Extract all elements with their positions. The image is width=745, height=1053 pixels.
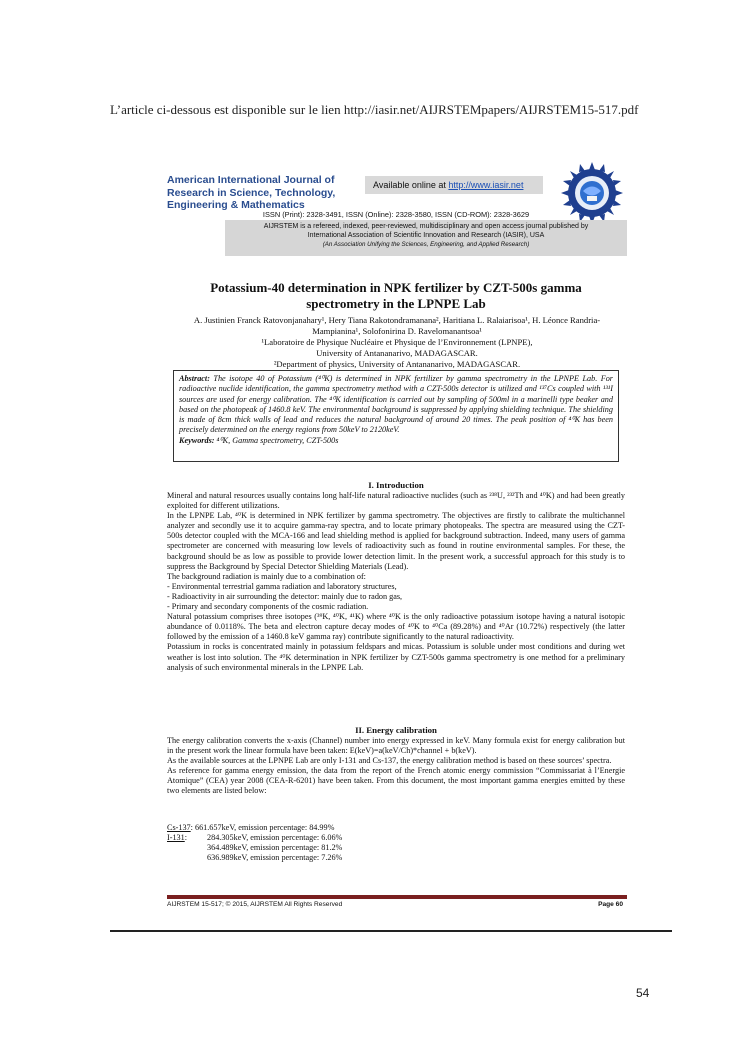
footer-page: Page 60	[598, 901, 623, 908]
journal-header	[165, 160, 627, 258]
paragraph: The energy calibration converts the x-axis (Channel) number into energy expressed in keV. Many formula exist for energy calibration but in the present work the linear formula have been taken: E(keV)=a(keV/Ch)*channel + b(keV).	[167, 736, 625, 756]
issn-line: ISSN (Print): 2328-3491, ISSN (Online): 2328-3580, ISSN (CD-ROM): 2328-3629	[262, 210, 530, 219]
section-2-heading: II. Energy calibration	[355, 725, 437, 735]
cs137-energy: : 661.657keV, emission percentage: 84.99%	[190, 823, 335, 832]
paragraph: The background radiation is mainly due to a combination of:	[167, 571, 366, 581]
affiliation-2: University of Antananarivo, MADAGASCAR.	[316, 348, 478, 358]
available-label: Available online at	[373, 180, 446, 190]
abstract-box	[173, 370, 619, 462]
i131-energy-1: 284.305keV, emission percentage: 6.06%	[207, 833, 343, 843]
keywords-label: Keywords:	[179, 435, 215, 445]
journal-name: American International Journal of Research in Science, Technology, Engineering & Mathematics	[167, 174, 336, 211]
section-1-body	[167, 491, 625, 673]
bar-line-1: AIJRSTEM is a refereed, indexed, peer-reviewed, multidisciplinary and open access journal published by	[263, 223, 589, 230]
i131-energy-3: 636.989keV, emission percentage: 7.26%	[207, 853, 343, 863]
author-block	[171, 315, 623, 370]
paragraph: As the available sources at the LPNPE Lab are only I-131 and Cs-137, the energy calibration method is based on these sources’ spectra.	[167, 756, 612, 766]
list-item: I-131: 284.305keV, emission percentage: 6.06%	[167, 833, 343, 843]
cs137-label: Cs-137	[167, 823, 191, 832]
affiliation-3: ²Department of physics, University of Antananarivo, MADAGASCAR.	[273, 359, 521, 369]
i131-energy-2: 364.489keV, emission percentage: 81.2%	[207, 843, 343, 853]
available-online-box	[365, 176, 543, 194]
list-item	[167, 843, 467, 853]
list-item: - Primary and secondary components of the cosmic radiation.	[167, 602, 369, 612]
abstract-text: The isotope 40 of Potassium (⁴⁰K) is determined in NPK fertilizer by gamma spectrometry in the LPNPE Lab. For radioactive nuclide identification, the gamma spectrometry method with a CZT-500s detector is utilized and ¹³⁷Cs coupled with ¹³¹I sources are used for energy calibration. The ⁴⁰K identification is carried out by sampling of 500ml in a marinelli type beaker and based on the photopeak of 1460.8 keV. The environmental background is suppressed by applying shielding technique. The shielding is made of 8cm thick walls of lead and reduces the natural background of around 20 times. The peak position of ⁴⁰K has been precisely determined on the energy regions from 50keV to 2120keV.	[179, 374, 613, 435]
i131-label: I-131	[167, 833, 185, 843]
list-item	[167, 823, 467, 833]
list-item: - Radioactivity in air surrounding the detector: mainly due to radon gas,	[167, 591, 403, 601]
list-item: - Environmental terrestrial gamma radiation and laboratory structures,	[167, 581, 397, 591]
paper-title: Potassium-40 determination in NPK fertilizer by CZT-500s gamma spectrometry in the LPNPE Lab	[210, 280, 582, 311]
page-number: 54	[636, 986, 650, 1000]
embedded-article-page	[165, 160, 627, 910]
paragraph: Potassium in rocks is concentrated mainly in potassium feldspars and micas. Potassium is soluble under most conditions and during wet weather is lost into solution. The ⁴⁰K determination in NPK fertilizer by CZT-500s gamma spectrometry is one method for a preliminary analysis of such environmental minerals in the LPNPE Lab.	[167, 642, 625, 672]
energy-list	[167, 823, 467, 863]
journal-info-bar	[225, 220, 627, 256]
paragraph: Natural potassium comprises three isotopes (³⁹K, ⁴⁰K, ⁴¹K) where ⁴⁰K is the only radioactive potassium isotope having a natural isotopic abundance of 0.0118%. The beta and electron capture decay modes of ⁴⁰K to ⁴⁰Ca (89.28%) and ⁴⁰Ar (10.72%) respectively (the latter followed by the emission of a 1460.8 keV gamma ray) contribute significantly to the natural radioactivity.	[167, 612, 625, 642]
journal-link[interactable]: http://www.iasir.net	[448, 180, 524, 190]
bar-line-3: (An Association Unifying the Sciences, Engineering, and Applied Research)	[322, 241, 530, 248]
keywords-text: ⁴⁰K, Gamma spectrometry, CZT-500s	[216, 435, 339, 445]
footer-copyright: AIJRSTEM 15-517; © 2015, AIJRSTEM All Rights Reserved	[167, 901, 343, 908]
intro-paragraph: L’article ci-dessous est disponible sur le lien http://iasir.net/AIJRSTEMpapers/AIJRSTEM15-517.pdf	[110, 102, 639, 117]
paragraph: As reference for gamma energy emission, the data from the report of the French atomic energy commission “Commissariat à l’Energie Atomique” (CEA) year 2008 (CEA-R-6201) have been taken. From this document, the most important gamma energies emitted by these two elements are listed below:	[167, 766, 625, 796]
abstract-label: Abstract:	[179, 374, 210, 383]
page-divider	[110, 930, 672, 932]
section-1-heading: I. Introduction	[368, 480, 424, 490]
paragraph: In the LPNPE Lab, ⁴⁰K is determined in NPK fertilizer by gamma spectrometry. The objectives are firstly to calibrate the multichannel analyzer and secondly use it to acquire gamma-ray spectra, and to locate primary photopeaks. The spectra are measured using the CZT-500s detector coupled with the MCA-166 and lead shielding method is applied for background subtraction. Indeed, many users of gamma spectrometer are concerned with measuring low levels of radioactivity such as found in routine environmental samples. For these, the background should be as low as possible to provide lower detection limit. In the present work, a successful approach for this study is to suppress the Background by Special Detector Shielding Materials (Lead).	[167, 511, 625, 571]
author-list: A. Justinien Franck Ratovonjanahary¹, Hery Tiana Rakotondramanana², Haritiana L. Ralaiarisoa¹, H. Léonce Randria-Mampianina¹, Solofonirina D. Ravelomanantsoa¹	[193, 315, 601, 336]
paragraph: Mineral and natural resources usually contains long half-life natural radioactive nuclides (such as ²³⁸U, ²³²Th and ⁴⁰K) and had been greatly exploited for different utilizations.	[167, 491, 625, 511]
affiliation-1: ¹Laboratoire de Physique Nucléaire et Physique de l’Environnement (LPNPE),	[261, 337, 533, 347]
list-item	[167, 853, 467, 863]
bar-line-2: International Association of Scientific Innovation and Research (IASIR), USA	[307, 232, 545, 239]
footer-bar	[167, 895, 627, 899]
section-2-body	[167, 736, 625, 797]
